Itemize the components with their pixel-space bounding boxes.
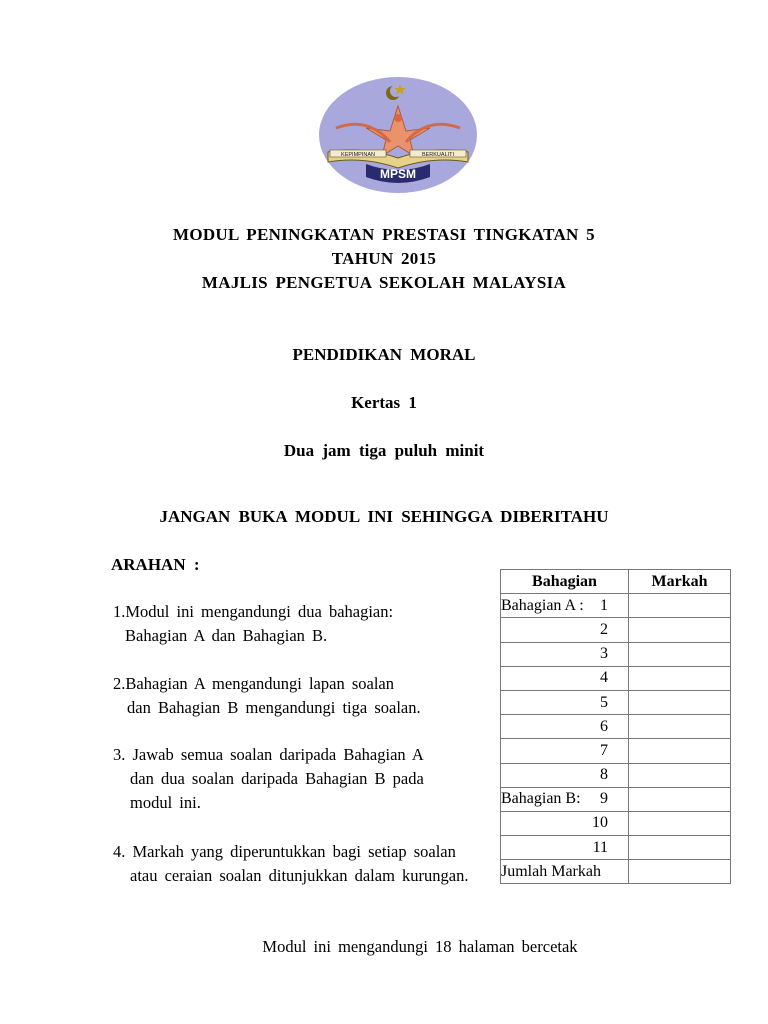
marks-cell [629, 739, 731, 763]
instruction-line: dan Bahagian B mengandungi tiga soalan. [127, 698, 421, 717]
row-number: 11 [592, 838, 608, 856]
table-row [501, 763, 731, 787]
instructions-title: ARAHAN : [111, 555, 200, 574]
row-number: 9 [600, 790, 608, 808]
row-number: 6 [600, 717, 608, 735]
header-line-2: TAHUN 2015 [331, 249, 437, 268]
table-row [501, 594, 731, 618]
row-number: 3 [600, 645, 608, 663]
subject-title: PENDIDIKAN MORAL [292, 345, 476, 364]
instruction-item-3 [113, 743, 493, 815]
total-label: Jumlah Markah [501, 860, 629, 884]
instruction-line: 3. Jawab semua soalan daripada Bahagian A [113, 745, 424, 764]
table-row [501, 836, 731, 860]
row-number: 1 [600, 596, 608, 614]
mpsm-logo [318, 76, 478, 194]
row-number: 7 [600, 741, 608, 759]
instruction-line: dan dua soalan daripada Bahagian B pada [130, 769, 424, 788]
table-row [501, 811, 731, 835]
table-row [501, 715, 731, 739]
instruction-line: 1.Modul ini mengandungi dua bahagian: [113, 602, 394, 621]
table-header-row [501, 570, 731, 594]
instruction-line: 4. Markah yang diperuntukkan bagi setiap soalan [113, 842, 456, 861]
instruction-line: atau ceraian soalan ditunjukkan dalam kurungan. [130, 866, 469, 885]
ribbon-right-text: BERKUALITI [421, 152, 455, 158]
table-row [501, 642, 731, 666]
row-number: 2 [600, 620, 608, 638]
marks-cell [629, 642, 731, 666]
table-row [501, 666, 731, 690]
instruction-line: 2.Bahagian A mengandungi lapan soalan [113, 674, 394, 693]
header-line-3: MAJLIS PENGETUA SEKOLAH MALAYSIA [201, 273, 567, 292]
row-number: 4 [600, 669, 608, 687]
marks-cell [629, 666, 731, 690]
instruction-line: Bahagian A dan Bahagian B. [125, 626, 328, 645]
marks-cell [629, 811, 731, 835]
column-header-markah: Markah [629, 570, 731, 594]
paper-title: Kertas 1 [351, 393, 417, 412]
total-marks-cell [629, 860, 731, 884]
warning-text: JANGAN BUKA MODUL INI SEHINGGA DIBERITAHU [159, 507, 609, 526]
table-row [501, 618, 731, 642]
marks-cell [629, 594, 731, 618]
ribbon-left-text: KEPIMPINAN [341, 152, 375, 158]
row-number: 10 [592, 814, 608, 832]
marks-cell [629, 836, 731, 860]
instruction-line: modul ini. [130, 793, 201, 812]
row-label: Bahagian B: [501, 790, 581, 808]
instruction-item-1 [113, 600, 493, 648]
marks-cell [629, 690, 731, 714]
duration-text: Dua jam tiga puluh minit [283, 441, 485, 460]
row-number: 8 [600, 766, 608, 784]
marks-cell [629, 763, 731, 787]
column-header-bahagian: Bahagian [501, 570, 629, 594]
table-row [501, 739, 731, 763]
table-row [501, 690, 731, 714]
logo-acronym: MPSM [380, 167, 416, 181]
table-total-row [501, 860, 731, 884]
marks-table [500, 569, 731, 884]
page-count-note: Modul ini mengandungi 18 halaman bercetak [262, 937, 578, 956]
instruction-item-2 [113, 672, 493, 720]
marks-cell [629, 787, 731, 811]
instruction-item-4 [113, 840, 493, 888]
row-number: 5 [600, 693, 608, 711]
marks-cell [629, 715, 731, 739]
row-label: Bahagian A : [501, 596, 584, 614]
marks-cell [629, 618, 731, 642]
table-row [501, 787, 731, 811]
header-line-1: MODUL PENINGKATAN PRESTASI TINGKATAN 5 [172, 225, 595, 244]
